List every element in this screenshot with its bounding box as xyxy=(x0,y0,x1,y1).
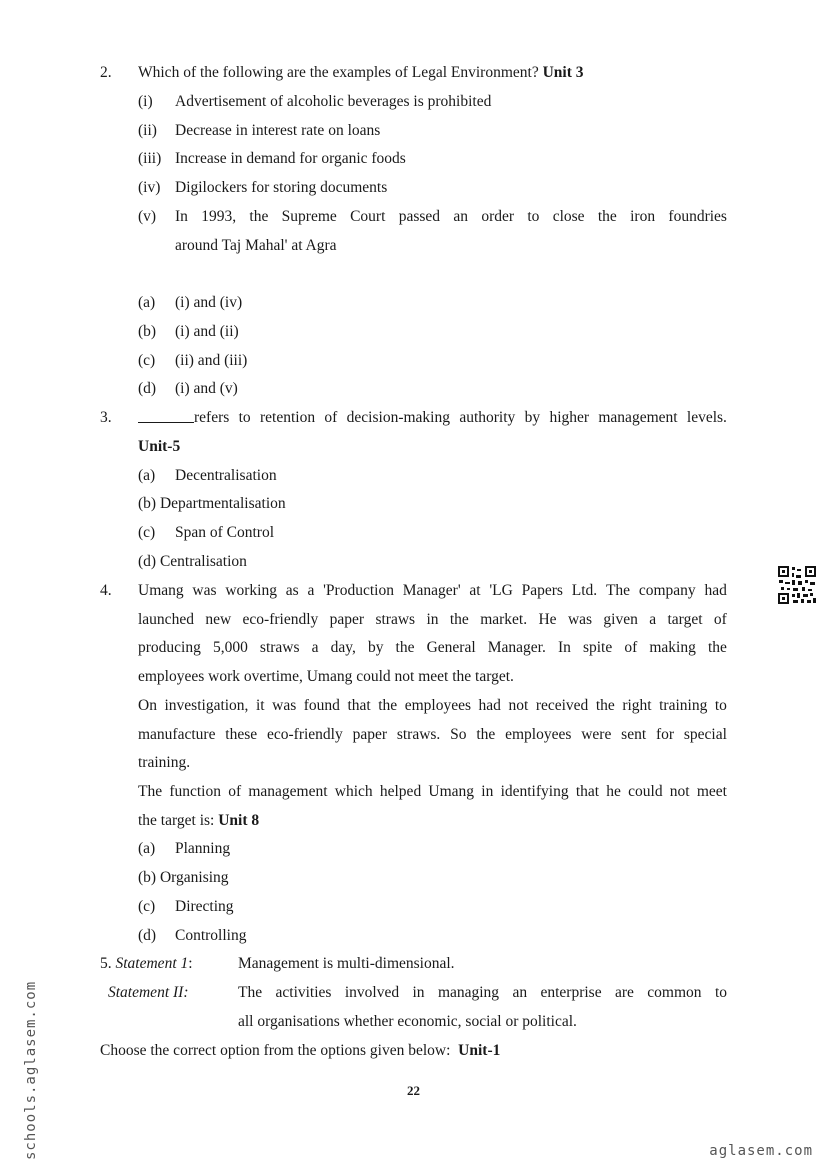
word: Umang xyxy=(428,783,475,800)
q4-line xyxy=(138,782,727,802)
word: by xyxy=(367,639,384,656)
q3-option-inline xyxy=(138,552,247,572)
watermark-side: schools.aglasem.com xyxy=(23,980,39,1160)
word: meet xyxy=(696,783,727,800)
word: Supreme xyxy=(281,208,337,225)
q2-option-label: (c) xyxy=(138,352,156,369)
word: enterprise xyxy=(540,984,602,1001)
word: making xyxy=(649,639,696,656)
word: in xyxy=(481,783,494,800)
word: He xyxy=(538,611,557,628)
word: spite xyxy=(582,639,613,656)
q2-option-text: (ii) and (iii) xyxy=(175,352,248,369)
q4-option-inline xyxy=(138,868,229,888)
word: new xyxy=(205,611,232,628)
q2-question-text: Which of the following are the examples of Legal Environment? xyxy=(138,64,539,81)
q5-statement1-label: 5. Statement 1: xyxy=(100,955,193,972)
word: involved xyxy=(344,984,400,1001)
q4-line xyxy=(138,696,727,716)
word: company xyxy=(638,582,696,599)
word: On xyxy=(138,697,157,714)
q3-blank xyxy=(138,408,194,429)
q2-item-label: (iv) xyxy=(138,179,161,196)
word: Ltd. xyxy=(571,582,598,599)
word: retention xyxy=(260,409,316,426)
watermark-bottom: aglasem.com xyxy=(709,1143,813,1159)
q3-option-text: Departmentalisation xyxy=(159,495,286,512)
word: a xyxy=(649,611,657,628)
q2-option-label: (b) xyxy=(138,323,157,340)
word: iron xyxy=(630,208,656,225)
word: by xyxy=(524,409,541,426)
word: target xyxy=(667,611,703,628)
q4-line xyxy=(138,811,259,831)
word: 5,000 xyxy=(212,639,248,656)
word: management xyxy=(598,409,678,426)
q3-option-text: Decentralisation xyxy=(175,467,277,484)
word: had xyxy=(704,582,727,599)
q3-option-label: (b) xyxy=(138,495,157,512)
q4-line: training. xyxy=(138,754,191,771)
word: which xyxy=(334,783,373,800)
word: refers xyxy=(194,409,230,426)
word: paper xyxy=(329,611,365,628)
word: a xyxy=(307,582,315,599)
word: of xyxy=(713,611,727,628)
word: the xyxy=(395,639,415,656)
word: in xyxy=(426,611,439,628)
word: to xyxy=(527,208,540,225)
word: straws xyxy=(259,639,300,656)
word: launched xyxy=(138,611,194,628)
word: to xyxy=(714,697,727,714)
word: close xyxy=(552,208,585,225)
word: eco-friendly xyxy=(242,611,319,628)
word: had xyxy=(478,697,501,714)
word: training xyxy=(659,697,708,714)
q4-option-text: Directing xyxy=(175,898,234,915)
q3-option-inline xyxy=(138,494,286,514)
q2-item-label: (iii) xyxy=(138,150,162,167)
word: In xyxy=(175,208,188,225)
word: General xyxy=(426,639,476,656)
q2-item-label: (i) xyxy=(138,93,153,110)
q4-option-text: Controlling xyxy=(175,927,247,944)
q4-number: 4. xyxy=(100,582,112,599)
q2-item-text: Digilockers for storing documents xyxy=(175,179,388,196)
word: an xyxy=(453,208,468,225)
word: Manager. xyxy=(487,639,546,656)
q2-item-text: Increase in demand for organic foods xyxy=(175,150,406,167)
q2-item-label: (v) xyxy=(138,208,157,225)
word: found xyxy=(303,697,340,714)
word: Court xyxy=(350,208,386,225)
word: decision-making xyxy=(346,409,450,426)
word: sent xyxy=(621,726,647,743)
word: straws. xyxy=(396,726,441,743)
word: 'LG xyxy=(489,582,513,599)
q4-option-text: Organising xyxy=(159,869,229,886)
word: to xyxy=(238,409,251,426)
q2-question xyxy=(138,63,584,83)
word: working xyxy=(225,582,277,599)
q3-number: 3. xyxy=(100,409,112,426)
q5-statement2-line: all organisations whether economic, social or political. xyxy=(238,1013,577,1030)
q2-item-text-cont: around Taj Mahal' at Agra xyxy=(175,237,337,254)
word: foundries xyxy=(668,208,727,225)
word: managing xyxy=(437,984,500,1001)
word: was xyxy=(567,611,593,628)
word: passed xyxy=(398,208,441,225)
word: employees xyxy=(404,697,472,714)
q4-option-label: (a) xyxy=(138,840,156,857)
word: manufacture xyxy=(138,726,216,743)
q4-line xyxy=(138,610,727,630)
q4-line: employees work overtime, Umang could not meet the target. xyxy=(138,668,514,685)
q4-line xyxy=(138,581,727,601)
word: producing xyxy=(138,639,201,656)
q5-instruction-text: Choose the correct option from the options given below: xyxy=(100,1042,451,1059)
word: received xyxy=(535,697,589,714)
word: the xyxy=(597,208,617,225)
word: straws xyxy=(375,611,416,628)
q2-item-label: (ii) xyxy=(138,122,157,139)
word: employees xyxy=(505,726,572,743)
word: In xyxy=(557,639,571,656)
q2-option-text: (i) and (v) xyxy=(175,380,238,397)
word: investigation, xyxy=(164,697,249,714)
word: at xyxy=(469,582,481,599)
word: common xyxy=(647,984,702,1001)
q2-option-text: (i) and (iv) xyxy=(175,294,243,311)
word: an xyxy=(512,984,528,1001)
word: as xyxy=(285,582,299,599)
q5-statement1-label-text: Statement 1 xyxy=(115,955,189,972)
word: activities xyxy=(275,984,332,1001)
q3-option-text: Span of Control xyxy=(175,524,275,541)
word: higher xyxy=(549,409,590,426)
q2-unit: Unit 3 xyxy=(542,64,584,81)
word: was xyxy=(272,697,297,714)
word: management xyxy=(248,783,328,800)
word: The xyxy=(605,582,631,599)
word: were xyxy=(581,726,612,743)
word: Umang xyxy=(138,582,184,599)
q4-option-label: (b) xyxy=(138,869,157,886)
q2-number: 2. xyxy=(100,64,112,81)
q4-line xyxy=(138,638,727,658)
q5-statement2-label-text: Statement II xyxy=(108,984,184,1001)
word: Manager' xyxy=(402,582,461,599)
q2-item-text: Advertisement of alcoholic beverages is prohibited xyxy=(175,93,492,110)
q2-option-label: (d) xyxy=(138,380,157,397)
q4-option-label: (c) xyxy=(138,898,156,915)
word: he xyxy=(606,783,621,800)
word: a xyxy=(311,639,319,656)
q3-option-label: (c) xyxy=(138,524,156,541)
q4-option-label: (d) xyxy=(138,927,157,944)
q3-option-label: (d) xyxy=(138,553,157,570)
word: function xyxy=(169,783,221,800)
word: So xyxy=(450,726,467,743)
word: 'Production xyxy=(323,582,394,599)
q5-instruction xyxy=(100,1041,500,1061)
word: market. xyxy=(480,611,528,628)
word: that xyxy=(575,783,600,800)
q2-item-text: Decrease in interest rate on loans xyxy=(175,122,381,139)
word: the xyxy=(595,697,615,714)
word: The xyxy=(238,984,263,1001)
word: in xyxy=(412,984,425,1001)
word: day, xyxy=(330,639,356,656)
word: it xyxy=(255,697,265,714)
q5-statement2-line xyxy=(238,983,727,1003)
q4-line xyxy=(138,725,727,745)
word: levels. xyxy=(686,409,727,426)
q2-item-text-justified xyxy=(175,207,727,227)
word: these xyxy=(225,726,258,743)
q4-line-text: the target is: xyxy=(138,812,215,829)
word: the xyxy=(378,697,398,714)
word: authority xyxy=(459,409,516,426)
word: Papers xyxy=(521,582,563,599)
word: eco-friendly xyxy=(266,726,343,743)
word: The xyxy=(138,783,163,800)
q5-statement1-text: Management is multi-dimensional. xyxy=(238,955,455,972)
word: the xyxy=(249,208,269,225)
q2-option-text: (i) and (ii) xyxy=(175,323,239,340)
word: not xyxy=(508,697,529,714)
word: the xyxy=(707,639,727,656)
word: of xyxy=(324,409,338,426)
word: was xyxy=(192,582,217,599)
word: not xyxy=(669,783,690,800)
qr-code-icon xyxy=(777,565,817,605)
q5-statement2-label: Statement II: xyxy=(108,984,189,1001)
word: for xyxy=(655,726,675,743)
word: special xyxy=(683,726,727,743)
word: to xyxy=(714,984,727,1001)
word: the xyxy=(449,611,469,628)
q5-unit: Unit-1 xyxy=(458,1042,501,1059)
word: paper xyxy=(352,726,387,743)
word: right xyxy=(622,697,652,714)
q3-unit-text: Unit-5 xyxy=(138,438,181,455)
q2-option-label: (a) xyxy=(138,294,156,311)
q5-number: 5. xyxy=(100,955,112,972)
word: identifying xyxy=(500,783,569,800)
q3-question xyxy=(138,408,727,429)
q3-option-text: Centralisation xyxy=(159,553,247,570)
q4-option-text: Planning xyxy=(175,840,231,857)
q3-question-justified xyxy=(194,408,727,429)
word: of xyxy=(228,783,242,800)
word: are xyxy=(614,984,634,1001)
word: order xyxy=(481,208,515,225)
q4-unit: Unit 8 xyxy=(218,812,260,829)
word: 1993, xyxy=(201,208,237,225)
word: the xyxy=(476,726,496,743)
word: helped xyxy=(379,783,422,800)
word: could xyxy=(628,783,663,800)
word: given xyxy=(603,611,638,628)
q3-unit xyxy=(138,437,180,457)
word: of xyxy=(624,639,638,656)
page-number: 22 xyxy=(407,1083,420,1098)
word: that xyxy=(347,697,371,714)
q3-option-label: (a) xyxy=(138,467,156,484)
